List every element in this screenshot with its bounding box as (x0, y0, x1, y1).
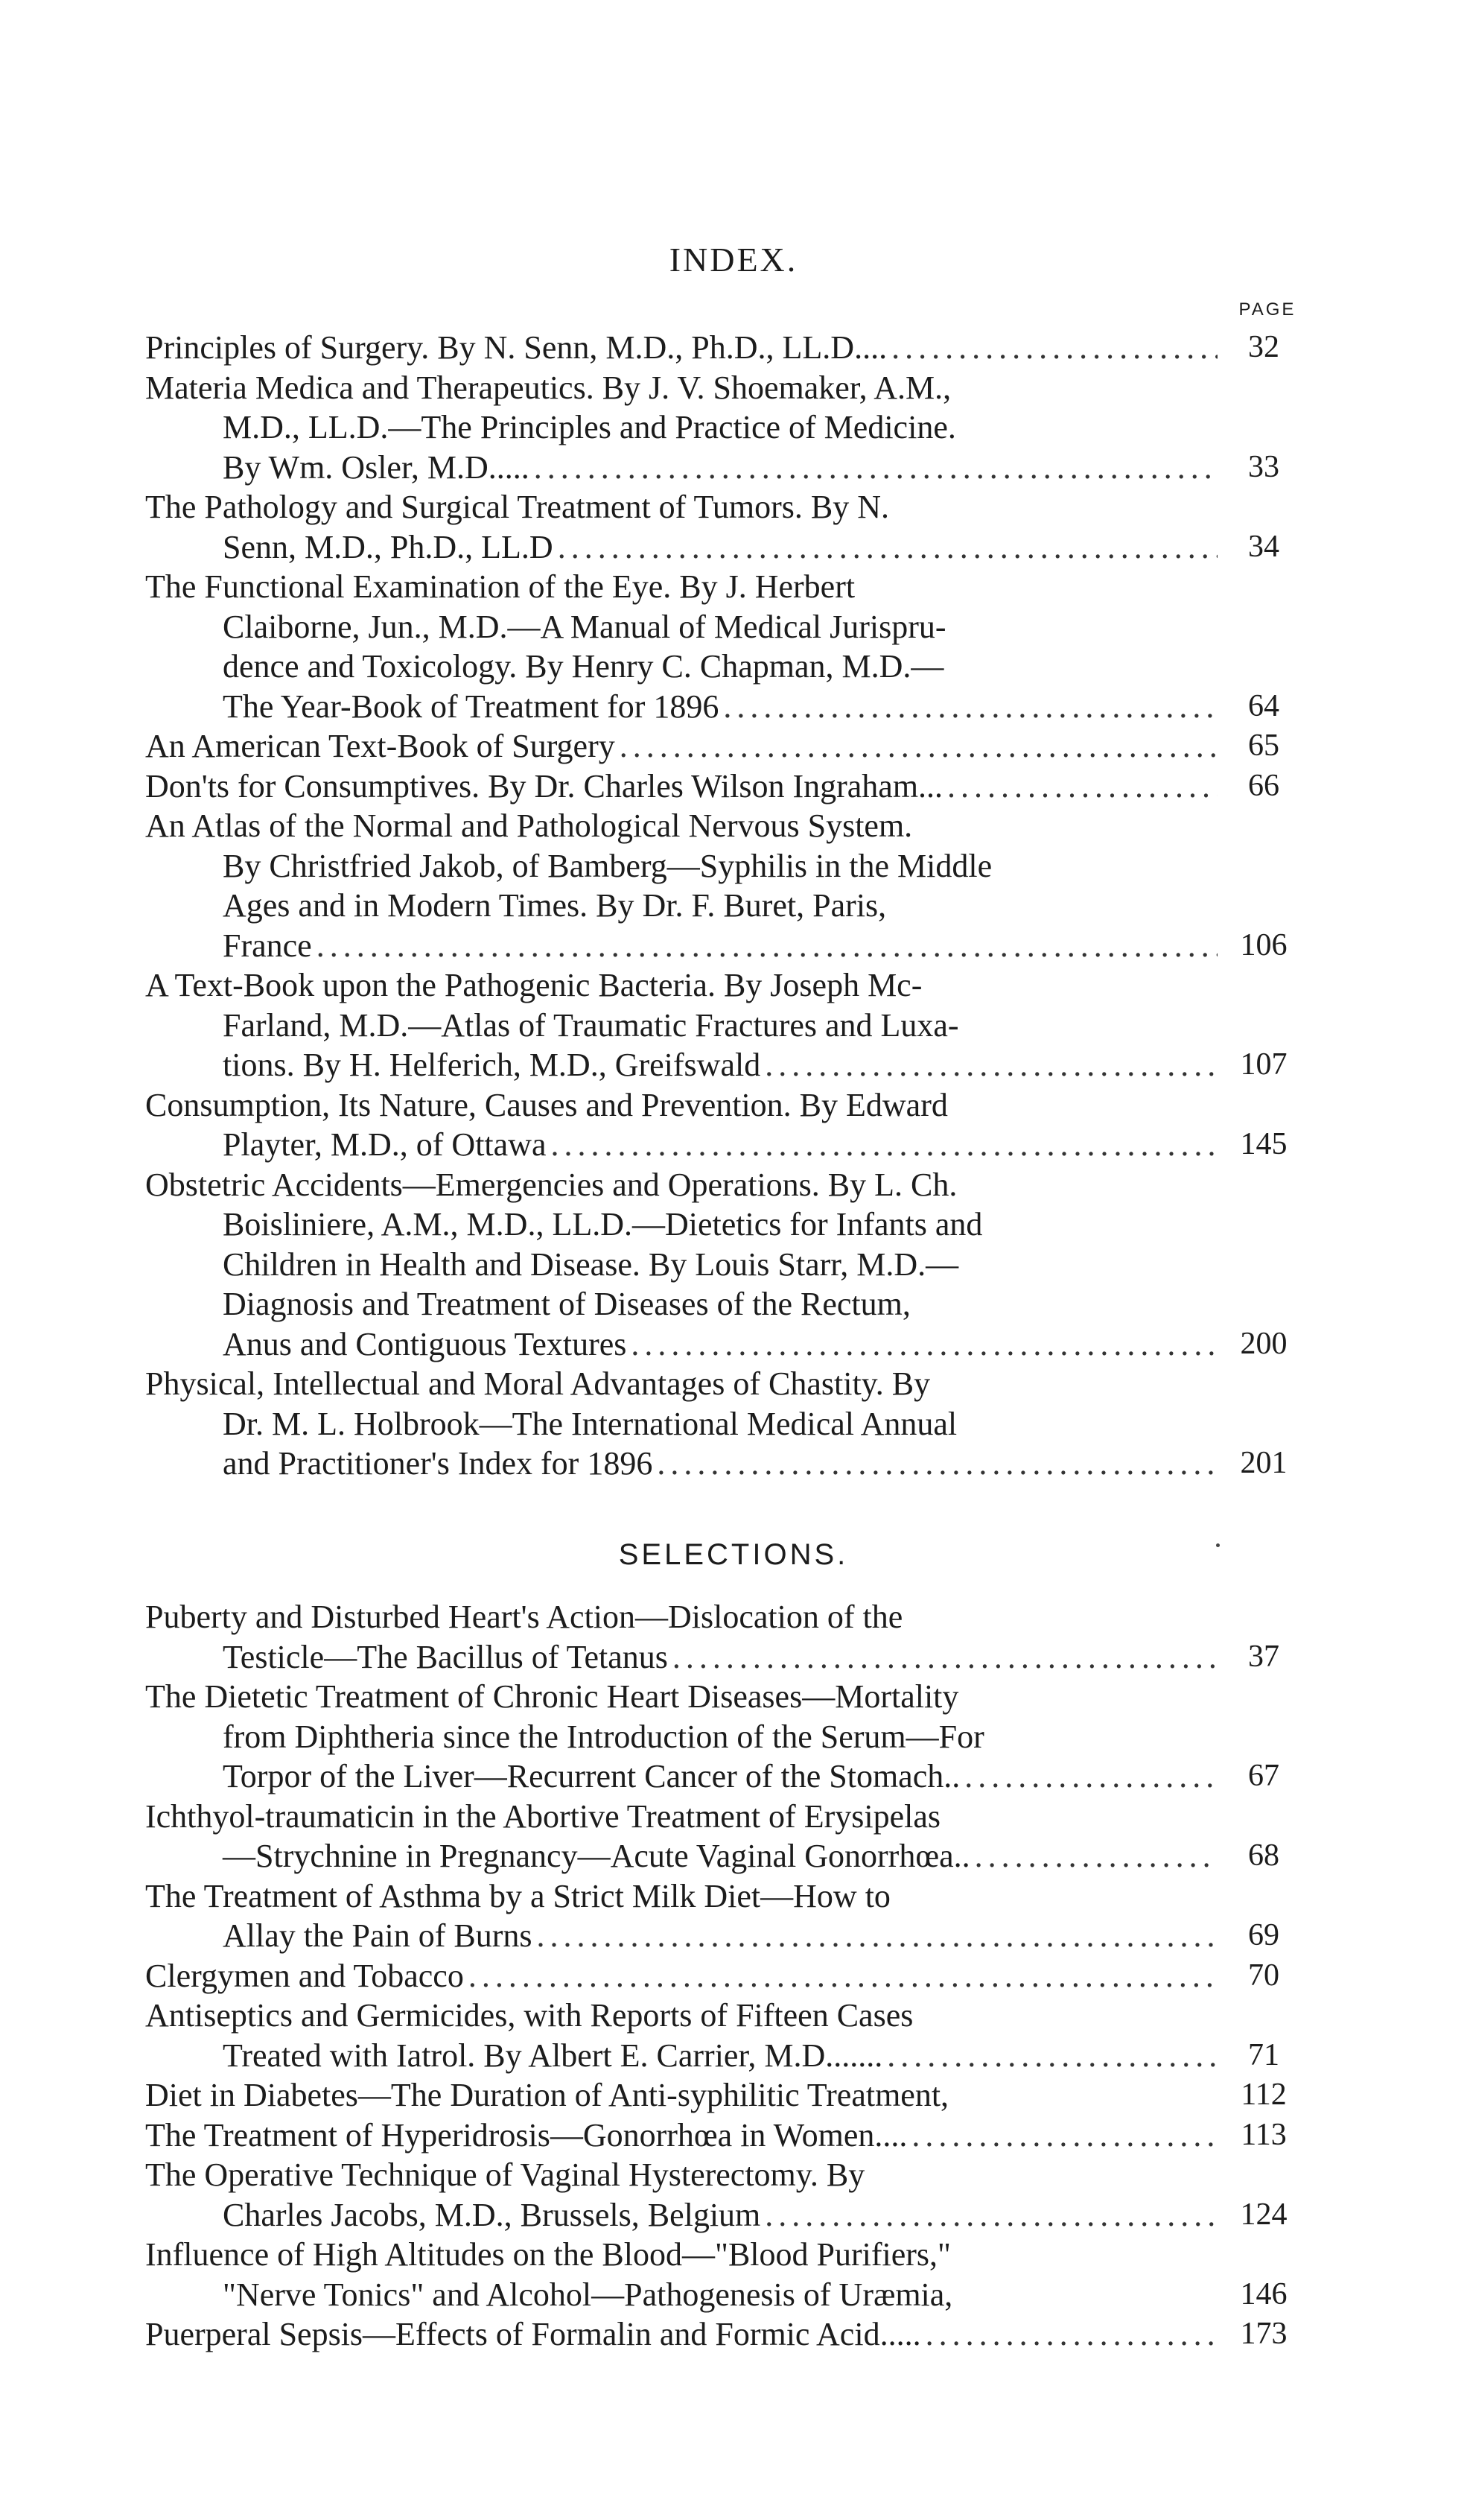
entry-text: dence and Toxicology. By Henry C. Chapman, M.D.— (223, 648, 944, 685)
entry-line (145, 1444, 1307, 1484)
dot-leader (891, 328, 1218, 368)
page-number: 65 (1248, 729, 1279, 763)
page-number: 107 (1240, 1047, 1288, 1082)
index-entry (145, 2235, 1307, 2314)
page-number: 201 (1240, 1446, 1288, 1480)
index-entry (145, 2155, 1307, 2235)
dot-leader (975, 1836, 1218, 1876)
entry-text: Allay the Pain of Burns (223, 1917, 532, 1954)
index-entry (145, 2116, 1307, 2156)
dot-leader (558, 527, 1218, 568)
dot-leader (468, 1956, 1218, 1996)
entry-text: An Atlas of the Normal and Pathological Nervous System. (145, 807, 913, 844)
entry-line (145, 846, 1307, 886)
dot-leader (964, 1756, 1218, 1797)
entry-line (145, 926, 1307, 966)
entry-line (145, 1597, 1307, 1637)
index-entry (145, 1956, 1307, 1996)
index-entry (145, 1677, 1307, 1797)
page-number: 34 (1248, 529, 1279, 564)
page-number: 124 (1240, 2197, 1288, 2232)
entry-text: Influence of High Altitudes on the Blood—"Blood Purifiers," (145, 2236, 952, 2273)
entry-text: M.D., LL.D.—The Principles and Practice of Medicine. (223, 409, 956, 445)
entry-line (145, 2155, 1307, 2195)
index-entry (145, 1996, 1307, 2075)
entry-text: Farland, M.D.—Atlas of Traumatic Fractures and Luxa- (223, 1006, 959, 1044)
entry-line (145, 2235, 1307, 2275)
index-entry (145, 328, 1307, 368)
index-entry (145, 965, 1307, 1085)
entry-line (145, 368, 1307, 408)
entry-line (145, 1364, 1307, 1404)
page-number: 64 (1248, 688, 1279, 723)
entry-line (145, 1245, 1307, 1285)
page-number: 106 (1240, 927, 1288, 962)
index-entry (145, 767, 1307, 807)
entry-text: Anus and Contiguous Textures (223, 1325, 627, 1362)
entry-text: Ichthyol-traumaticin in the Abortive Treatment of Erysipelas (145, 1797, 941, 1835)
entry-text: Puberty and Disturbed Heart's Action—Dislocation of the (145, 1599, 903, 1635)
entry-text: Ages and in Modern Times. By Dr. F. Buret, Paris, (223, 887, 887, 924)
entry-line (145, 1876, 1307, 1917)
entry-line (145, 1836, 1307, 1876)
entry-line (145, 1284, 1307, 1324)
entry-text: The Operative Technique of Vaginal Hysterectomy. By (145, 2156, 865, 2193)
index-entry (145, 567, 1307, 726)
dot-leader (550, 1125, 1218, 1165)
entry-text: Antiseptics and Germicides, with Reports of Fifteen Cases (145, 1997, 914, 2034)
entry-text: The Dietetic Treatment of Chronic Heart Diseases—Mortality (145, 1678, 959, 1715)
entry-line (145, 2075, 1307, 2116)
page-number: 66 (1248, 768, 1279, 803)
index-heading: INDEX. (669, 241, 798, 279)
entry-text: By Wm. Osler, M.D..... (223, 448, 529, 486)
dot-leader (723, 687, 1218, 727)
entry-line (145, 407, 1307, 448)
selections-heading: SELECTIONS. (618, 1538, 849, 1571)
entry-text: and Practitioner's Index for 1896 (223, 1445, 653, 1482)
dot-leader (765, 1045, 1218, 1085)
dot-leader (657, 1444, 1218, 1484)
entry-line (145, 687, 1307, 727)
entry-text: "Nerve Tonics" and Alcohol—Pathogenesis of Uræmia, (223, 2276, 953, 2313)
entry-line (145, 2036, 1307, 2076)
entry-text: Diet in Diabetes—The Duration of Anti-syphilitic Treatment, (145, 2077, 949, 2113)
entry-line (145, 1165, 1307, 1205)
entry-text: The Treatment of Asthma by a Strict Milk Diet—How to (145, 1877, 891, 1914)
entry-line (145, 2275, 1307, 2315)
entry-line (145, 1125, 1307, 1165)
dot-leader (672, 1637, 1218, 1678)
entry-text: Dr. M. L. Holbrook—The International Medical Annual (223, 1405, 958, 1442)
entry-text: Boisliniere, A.M., M.D., LL.D.—Dietetics for Infants and (223, 1206, 983, 1242)
entry-text: Materia Medica and Therapeutics. By J. V. Shoemaker, A.M., (145, 369, 952, 406)
entry-text: from Diphtheria since the Introduction of the Serum—For (223, 1718, 984, 1755)
index-entry (145, 2314, 1307, 2355)
page-number: 173 (1240, 2317, 1288, 2351)
page-number: 113 (1241, 2117, 1287, 2152)
entry-line (145, 1797, 1307, 1837)
index-entries (145, 328, 1307, 1484)
page-number: 112 (1241, 2078, 1287, 2112)
entry-line (145, 1045, 1307, 1085)
entry-text: The Year-Book of Treatment for 1896 (223, 688, 719, 725)
entry-line (145, 647, 1307, 687)
entry-line (145, 2314, 1307, 2355)
index-entry (145, 1165, 1307, 1365)
entry-text: An American Text-Book of Surgery (145, 728, 615, 764)
entry-text: Don'ts for Consumptives. By Dr. Charles Wilson Ingraham... (145, 767, 943, 804)
page-number: 200 (1240, 1326, 1288, 1361)
entry-line (145, 2116, 1307, 2156)
entry-text: The Treatment of Hyperidrosis—Gonorrhœa in Women.... (145, 2116, 908, 2154)
entry-text: The Functional Examination of the Eye. By J. Herbert (145, 568, 856, 605)
dot-leader (887, 2036, 1218, 2076)
page-number: 67 (1248, 1759, 1279, 1793)
dot-leader (947, 767, 1218, 807)
dot-leader (765, 2195, 1218, 2235)
dot-leader (926, 2314, 1218, 2355)
entry-text: Testicle—The Bacillus of Tetanus (223, 1638, 668, 1675)
entry-text: Clergymen and Tobacco (145, 1957, 464, 1994)
entry-text: Physical, Intellectual and Moral Advantages of Chastity. By (145, 1365, 931, 1402)
entry-text: Senn, M.D., Ph.D., LL.D (223, 528, 553, 565)
index-entry (145, 1085, 1307, 1165)
entry-line (145, 1085, 1307, 1126)
entry-text: By Christfried Jakob, of Bamberg—Syphilis in the Middle (223, 847, 993, 884)
index-entry (145, 368, 1307, 488)
entry-line (145, 1756, 1307, 1797)
entry-line (145, 1205, 1307, 1245)
dot-leader (631, 1324, 1218, 1365)
entry-text: Diagnosis and Treatment of Diseases of the Rectum, (223, 1286, 911, 1322)
entry-text: Treated with Iatrol. By Albert E. Carrier, M.D....... (223, 2037, 883, 2074)
entry-line (145, 806, 1307, 846)
entry-text: A Text-Book upon the Pathogenic Bacteria. By Joseph Mc- (145, 967, 923, 1003)
entry-line (145, 448, 1307, 488)
index-entry (145, 1597, 1307, 1677)
index-entry (145, 806, 1307, 965)
entry-line (145, 1006, 1307, 1046)
entry-line (145, 567, 1307, 607)
index-entry (145, 2075, 1307, 2116)
entry-line (145, 1637, 1307, 1678)
entry-line (145, 1916, 1307, 1956)
page-number: 145 (1240, 1127, 1288, 1161)
entry-line (145, 886, 1307, 926)
entry-line (145, 2195, 1307, 2235)
entry-text: Obstetric Accidents—Emergencies and Operations. By L. Ch. (145, 1166, 958, 1203)
entry-line (145, 1677, 1307, 1717)
selections-entries (145, 1597, 1307, 2355)
page-number: 33 (1248, 449, 1279, 484)
entry-text: Children in Health and Disease. By Louis Starr, M.D.— (223, 1245, 959, 1283)
page-number: 146 (1240, 2276, 1288, 2311)
index-entry (145, 487, 1307, 567)
index-entry (145, 1364, 1307, 1484)
entry-text: Puerperal Sepsis—Effects of Formalin and Formic Acid..... (145, 2316, 921, 2352)
entry-text: The Pathology and Surgical Treatment of Tumors. By N. (145, 489, 889, 525)
dot-leader (620, 726, 1218, 767)
dot-leader (316, 926, 1218, 966)
page-number: 32 (1248, 330, 1279, 364)
entry-text: Principles of Surgery. By N. Senn, M.D., Ph.D., LL.D.... (145, 329, 888, 366)
entry-line (145, 965, 1307, 1006)
entry-text: tions. By H. Helferich, M.D., Greifswald (223, 1047, 761, 1083)
entry-line (145, 1717, 1307, 1757)
entry-line (145, 1404, 1307, 1444)
entry-text: Consumption, Its Nature, Causes and Prevention. By Edward (145, 1086, 948, 1123)
index-entry (145, 726, 1307, 767)
entry-line (145, 1956, 1307, 1996)
entry-text: Torpor of the Liver—Recurrent Cancer of the Stomach.. (223, 1758, 961, 1794)
entry-text: Playter, M.D., of Ottawa (223, 1126, 547, 1163)
page-column-label: PAGE (1238, 299, 1296, 320)
entry-line (145, 1324, 1307, 1365)
page-number: 37 (1248, 1639, 1279, 1674)
page-number: 69 (1248, 1918, 1279, 1952)
page-number: 70 (1248, 1958, 1279, 1993)
index-entry (145, 1876, 1307, 1956)
entry-text: —Strychnine in Pregnancy—Acute Vaginal Gonorrhœa.. (223, 1838, 970, 1874)
page-number: 68 (1248, 1838, 1279, 1873)
entry-text: France (223, 927, 312, 964)
entry-line (145, 1996, 1307, 2036)
entry-text: Charles Jacobs, M.D., Brussels, Belgium (223, 2196, 761, 2233)
entry-line (145, 527, 1307, 568)
index-entry (145, 1797, 1307, 1876)
entry-line (145, 607, 1307, 647)
page-number: 71 (1248, 2037, 1279, 2072)
entry-text: Claiborne, Jun., M.D.—A Manual of Medical Jurispru- (223, 608, 946, 645)
entry-line (145, 328, 1307, 368)
dot-leader (911, 2116, 1218, 2156)
dot-leader (534, 448, 1218, 488)
entry-line (145, 487, 1307, 527)
dot-leader (537, 1916, 1218, 1956)
entry-line (145, 767, 1307, 807)
entry-line (145, 726, 1307, 767)
